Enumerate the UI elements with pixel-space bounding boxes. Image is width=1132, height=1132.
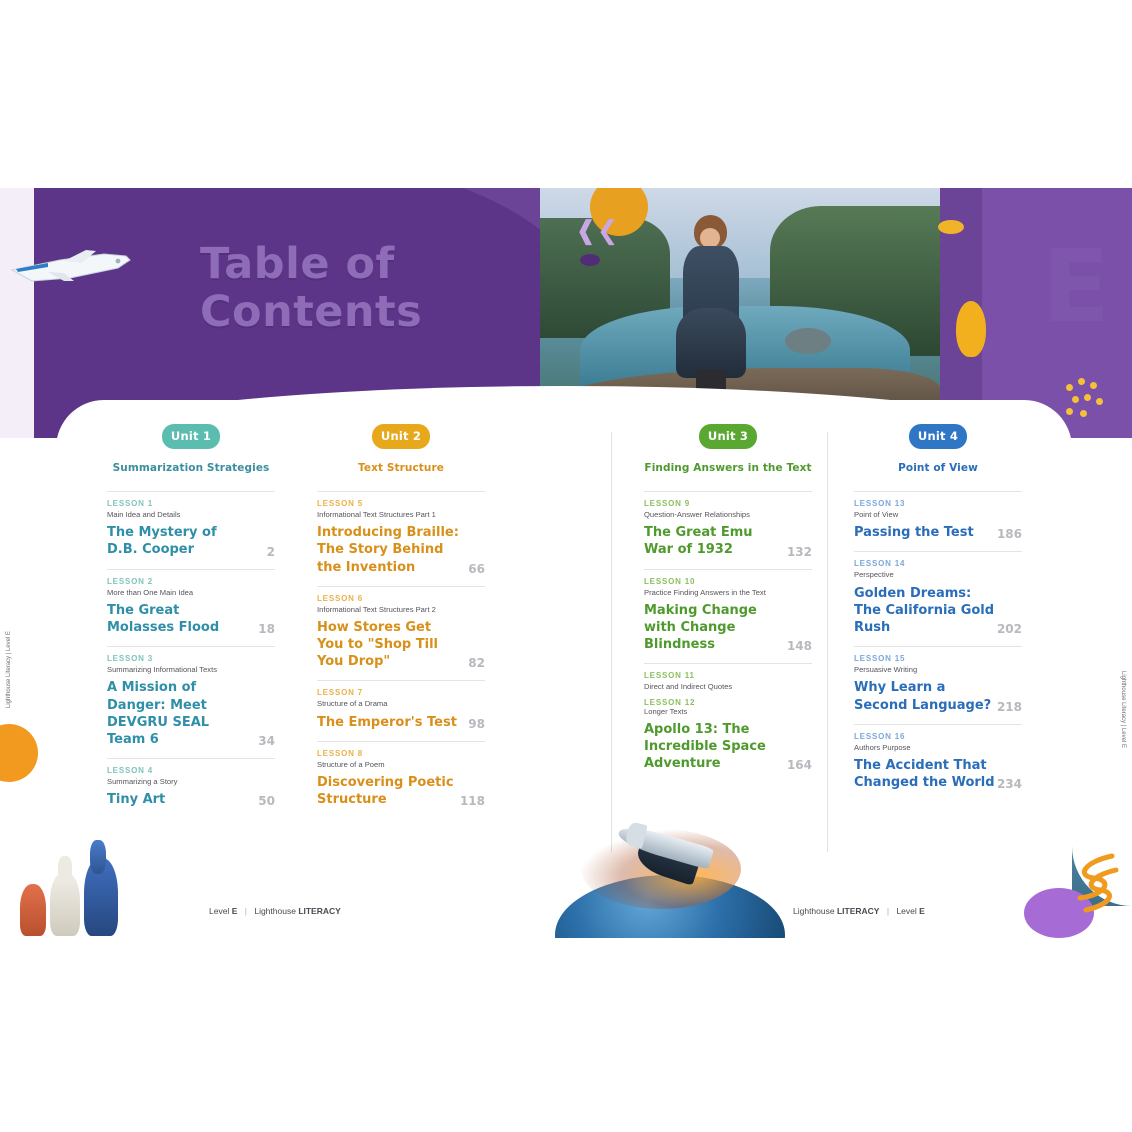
footer-brand: Lighthouse [793, 906, 835, 916]
unit-2-lessons [317, 491, 485, 818]
unit-2-pill[interactable]: Unit 2 [372, 424, 430, 449]
lesson-title: Passing the Test [854, 525, 974, 541]
lesson-page-number: 148 [786, 639, 812, 654]
lesson-item[interactable] [644, 491, 812, 569]
footer-brand-bold: LITERACY [298, 906, 341, 916]
lesson-skill: Summarizing Informational Texts [107, 665, 218, 675]
lesson-item[interactable] [107, 646, 275, 758]
lesson-title: The Great Emu War of 1932 [644, 525, 753, 558]
lesson-skill: Structure of a Drama [317, 699, 388, 709]
page-title [200, 240, 620, 336]
lesson-number: LESSON 8 [317, 748, 363, 758]
lesson-item[interactable] [317, 741, 485, 819]
lesson-page-number: 132 [786, 544, 812, 559]
footer-level-value: E [231, 906, 238, 916]
lesson-page-number: 186 [996, 527, 1022, 542]
lesson-page-number: 234 [996, 777, 1022, 792]
lesson-skill: Direct and Indirect Quotes [644, 682, 733, 692]
lesson-skill: Informational Text Structures Part 2 [317, 604, 436, 614]
lesson-number: LESSON 11 [644, 671, 695, 681]
dot-cluster-decoration [1064, 378, 1112, 423]
unit-column-4 [854, 424, 1022, 801]
lesson-page-number: 34 [258, 734, 275, 748]
lesson-item[interactable] [107, 758, 275, 818]
lesson-number: LESSON 15 [854, 654, 906, 664]
footer-right [793, 906, 925, 916]
footer-level-value: E [919, 906, 925, 916]
lesson-page-number: 98 [468, 716, 485, 731]
lesson-item[interactable] [317, 680, 485, 740]
lesson-skill: Practice Finding Answers in the Text [644, 587, 766, 597]
lesson-title: The Mystery of D.B. Cooper [107, 525, 217, 558]
page-title-line2: Contents [200, 287, 423, 338]
lesson-page-number: 66 [468, 561, 485, 576]
toc-page [0, 188, 1132, 938]
lesson-item[interactable] [107, 491, 275, 569]
unit-column-2 [317, 424, 485, 818]
lesson-number: LESSON 3 [107, 654, 153, 664]
footer-brand: Lighthouse [254, 906, 296, 916]
lesson-title: Why Learn a Second Language? [854, 680, 992, 713]
lesson-number: LESSON 9 [644, 499, 690, 508]
unit-3-title: Finding Answers in the Text [644, 462, 812, 474]
lesson-title: The Accident That Changed the World [854, 757, 995, 791]
lesson-skill: Informational Text Structures Part 1 [317, 510, 436, 519]
lesson-page-number: 218 [996, 699, 1022, 714]
level-letter: E [1041, 228, 1110, 345]
lesson-item[interactable] [644, 663, 812, 782]
unit-3-pill[interactable]: Unit 3 [699, 424, 757, 449]
unit-1-title: Summarization Strategies [112, 462, 270, 474]
lesson-page-number: 2 [266, 544, 275, 559]
lesson-item[interactable] [854, 491, 1022, 551]
unit-1-pill[interactable]: Unit 1 [162, 424, 220, 449]
lesson-number: LESSON 7 [317, 688, 363, 698]
lesson-number: LESSON 4 [107, 766, 153, 775]
lesson-skill: More than One Main Idea [107, 587, 194, 597]
yellow-blob-decoration [956, 301, 986, 357]
footer-left [209, 906, 341, 916]
lesson-skill-secondary: Longer Texts [644, 706, 688, 716]
lesson-page-number: 118 [459, 794, 485, 809]
lesson-title: Introducing Braille: The Story Behind the Invention [317, 525, 459, 575]
page-title-line1: Table of [200, 239, 395, 289]
lesson-title: Tiny Art [107, 792, 166, 808]
lesson-skill: Persuasive Writing [854, 665, 918, 675]
lesson-number: LESSON 16 [854, 731, 906, 741]
footer-level-label: Level [896, 906, 917, 916]
lesson-skill: Summarizing a Story [107, 777, 178, 786]
lesson-item[interactable] [854, 646, 1022, 724]
lesson-page-number: 18 [258, 622, 275, 637]
unit-2-title: Text Structure [358, 462, 444, 474]
lesson-title: The Emperor's Test [317, 714, 457, 730]
lesson-title: Making Change with Change Blindness [644, 602, 757, 653]
lesson-item[interactable] [107, 569, 275, 647]
lesson-title: How Stores Get You to "Shop Till You Drop" [317, 619, 438, 670]
unit-1-lessons [107, 491, 275, 818]
right-edge-label: Lighthouse Literacy | Level E [1120, 671, 1126, 748]
lesson-skill: Structure of a Poem [317, 759, 385, 769]
unit-column-3 [644, 424, 812, 782]
lesson-skill: Perspective [854, 570, 894, 580]
lesson-number: LESSON 10 [644, 576, 696, 586]
lesson-item[interactable] [854, 724, 1022, 802]
lesson-number: LESSON 5 [317, 499, 363, 508]
lesson-page-number: 164 [786, 758, 812, 773]
unit-4-pill[interactable]: Unit 4 [909, 424, 967, 449]
lesson-number: LESSON 2 [107, 576, 153, 586]
left-edge-label: Lighthouse Literacy | Level E [6, 631, 12, 708]
lesson-item[interactable] [644, 569, 812, 664]
unit-column-1 [107, 424, 275, 818]
lesson-number: LESSON 6 [317, 593, 363, 603]
footer-separator: | [886, 906, 890, 916]
lesson-page-number: 202 [996, 622, 1022, 637]
airplane-icon [8, 248, 138, 288]
lesson-number: LESSON 1 [107, 499, 153, 508]
lesson-title: A Mission of Danger: Meet DEVGRU SEAL Team 6 [107, 680, 210, 747]
lesson-number: LESSON 13 [854, 499, 906, 508]
lesson-number-secondary: LESSON 12 [644, 697, 696, 707]
lesson-title: Golden Dreams: The California Gold Rush [854, 585, 995, 635]
footer-level-label: Level [209, 906, 230, 916]
space-shuttle-photo [545, 813, 795, 938]
lesson-skill: Question-Answer Relationships [644, 510, 750, 519]
unit-3-lessons [644, 491, 812, 782]
orange-swirl-icon [1064, 848, 1124, 918]
lesson-title: Discovering Poetic Structure [317, 775, 454, 808]
lesson-title: The Great Molasses Flood [107, 602, 220, 635]
lesson-title: Apollo 13: The Incredible Space Adventure [644, 721, 766, 772]
footer-separator: | [244, 906, 247, 916]
lesson-skill: Main Idea and Details [107, 510, 181, 519]
lesson-skill: Authors Purpose [854, 742, 911, 752]
lesson-skill: Point of View [854, 510, 899, 519]
lesson-item[interactable] [317, 491, 485, 586]
yellow-pill-decoration [938, 220, 964, 234]
clay-figures-photo [14, 828, 132, 936]
footer-brand-bold: LITERACY [836, 906, 880, 916]
unit-4-lessons [854, 491, 1022, 801]
lesson-item[interactable] [317, 586, 485, 681]
swirl-icon: ❰❮ [575, 216, 619, 246]
lesson-page-number: 50 [258, 794, 275, 809]
unit-4-title: Point of View [898, 462, 978, 474]
lesson-number: LESSON 14 [854, 559, 906, 569]
lesson-item[interactable] [854, 551, 1022, 646]
lesson-page-number: 82 [468, 656, 485, 671]
